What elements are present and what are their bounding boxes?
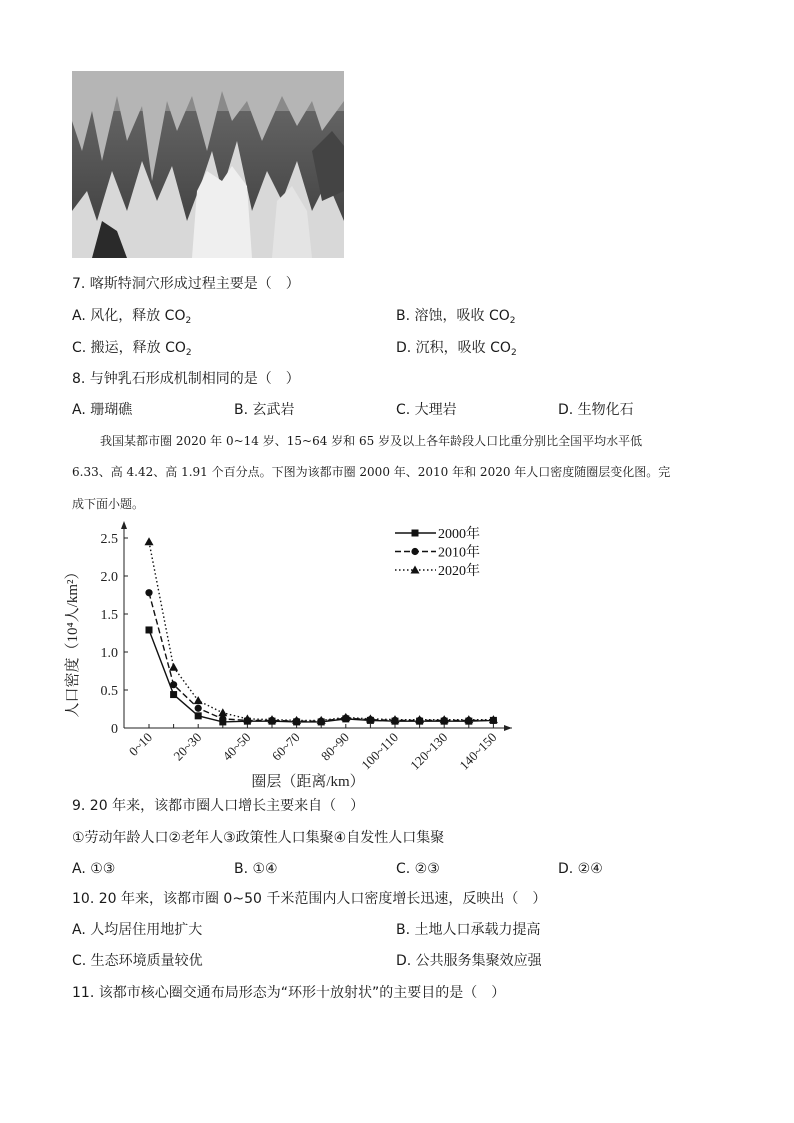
passage-line-3: 成下面小题。 <box>72 497 145 511</box>
q7-option-a-text: A. 风化，释放 CO <box>72 308 186 324</box>
data-point-2020年 <box>145 537 154 545</box>
q8-option-c: C. 大理岩 <box>396 402 457 418</box>
legend-label: 2010年 <box>438 545 480 561</box>
q8-option-b: B. 玄武岩 <box>234 402 295 418</box>
x-axis-arrow <box>504 725 512 731</box>
y-tick-label: 2.0 <box>100 570 118 585</box>
y-axis-arrow <box>121 521 127 529</box>
q7-option-a-subscript: 2 <box>185 316 192 326</box>
x-axis-title: 圈层（距离/km） <box>251 774 365 790</box>
passage-line-1: 我国某都市圈 2020 年 0~14 岁、15~64 岁和 65 岁及以上各年龄段人口比重分别比全国平均水平低 <box>100 434 643 448</box>
q9-option-c: C. ②③ <box>396 861 440 877</box>
q7-option-b <box>396 307 515 330</box>
q10-option-d: D. 公共服务集聚效应强 <box>396 953 542 969</box>
karst-cave-photo <box>72 71 344 258</box>
legend-marker-2010年 <box>411 548 418 555</box>
question-7-stem: 7. 喀斯特洞穴形成过程主要是（ ） <box>72 276 300 292</box>
q7-option-b-text: B. 溶蚀，吸收 CO <box>396 308 510 324</box>
cave-illustration <box>72 71 344 258</box>
question-8-stem: 8. 与钟乳石形成机制相同的是（ ） <box>72 371 300 387</box>
x-tick-label: 60~70 <box>268 729 303 764</box>
data-point-2010年 <box>145 589 152 596</box>
legend-label: 2000年 <box>438 527 480 542</box>
q7-option-c-text: C. 搬运，释放 CO <box>72 340 186 356</box>
q7-option-b-subscript: 2 <box>509 316 516 326</box>
y-tick-label: 1.0 <box>100 646 118 661</box>
x-tick-label: 0~10 <box>125 729 156 759</box>
data-point-2000年 <box>195 712 202 719</box>
q10-option-c: C. 生态环境质量较优 <box>72 953 203 969</box>
q7-option-c-subscript: 2 <box>185 348 192 358</box>
question-10-stem: 10. 20 年来，该都市圈 0~50 千米范围内人口密度增长迅速，反映出（ ） <box>72 891 547 907</box>
question-11-stem: 11. 该都市核心圈交通布局形态为“环形十放射状”的主要目的是（ ） <box>72 985 506 1001</box>
data-point-2000年 <box>170 691 177 698</box>
y-tick-label: 2.5 <box>100 532 118 547</box>
data-point-2010年 <box>219 715 226 722</box>
x-tick-label: 40~50 <box>219 729 254 764</box>
data-point-2000年 <box>146 626 153 633</box>
data-point-2020年 <box>169 663 178 671</box>
x-tick-label: 20~30 <box>170 729 205 764</box>
q9-option-d: D. ②④ <box>558 861 603 877</box>
q10-option-b: B. 土地人口承载力提高 <box>396 922 541 938</box>
q9-option-a: A. ①③ <box>72 861 116 877</box>
q9-items: ①劳动年龄人口②老年人③政策性人口集聚④自发性人口集聚 <box>72 830 445 846</box>
q7-option-d <box>396 339 517 362</box>
y-axis-title: 人口密度（10⁴人/km²） <box>65 564 81 718</box>
q9-option-b: B. ①④ <box>234 861 278 877</box>
data-point-2010年 <box>170 681 177 688</box>
question-9-stem: 9. 20 年来，该都市圈人口增长主要来自（ ） <box>72 798 365 814</box>
data-point-2020年 <box>218 708 227 716</box>
q7-option-c <box>72 339 192 362</box>
x-tick-label: 140~150 <box>456 729 500 773</box>
population-density-chart <box>60 518 530 790</box>
q7-option-d-subscript: 2 <box>510 348 517 358</box>
x-tick-label: 120~130 <box>407 729 451 773</box>
q7-option-d-text: D. 沉积，吸收 CO <box>396 340 511 356</box>
data-point-2010年 <box>195 705 202 712</box>
legend-marker-2000年 <box>412 530 419 537</box>
passage-line-2: 6.33、高 4.42、高 1.91 个百分点。下图为该都市圈 2000 年、2010 年和 2020 年人口密度随圈层变化图。完 <box>72 465 671 479</box>
y-tick-label: 1.5 <box>100 608 118 623</box>
y-tick-label: 0.5 <box>100 684 118 699</box>
legend-label: 2020年 <box>438 564 480 579</box>
q7-option-a <box>72 307 191 330</box>
q8-option-d: D. 生物化石 <box>558 402 634 418</box>
q8-option-a: A. 珊瑚礁 <box>72 402 133 418</box>
y-tick-label: 0 <box>111 722 118 737</box>
x-tick-label: 80~90 <box>317 729 352 764</box>
q10-option-a: A. 人均居住用地扩大 <box>72 922 203 938</box>
x-tick-label: 100~110 <box>358 729 402 773</box>
